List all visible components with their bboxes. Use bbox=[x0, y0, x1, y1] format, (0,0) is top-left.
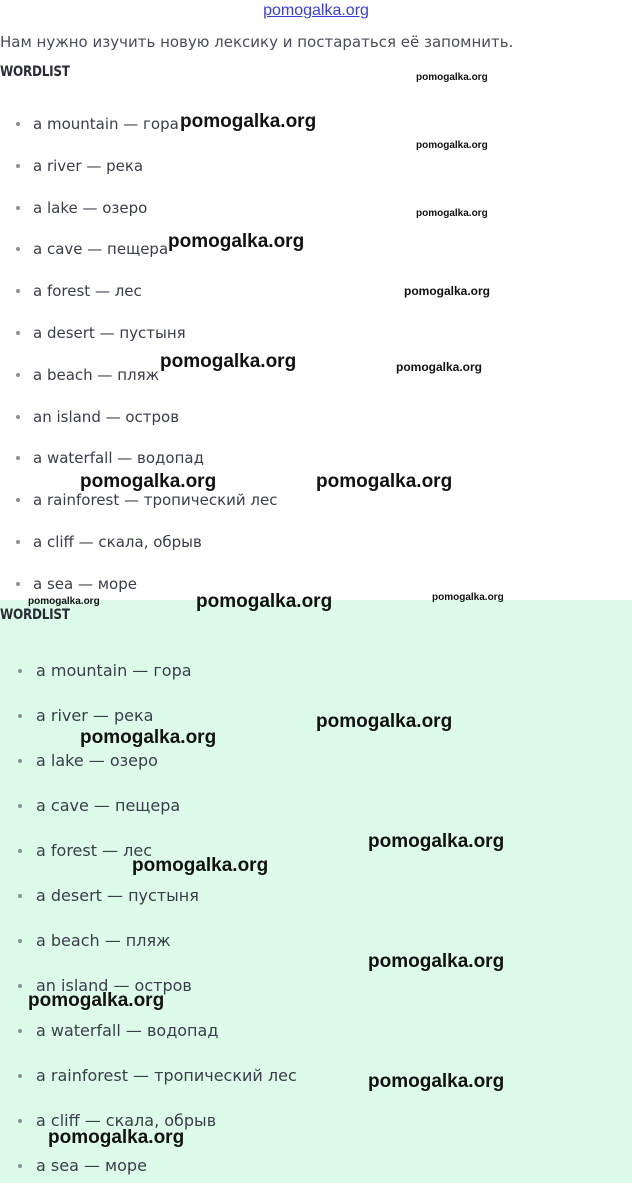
word-pair: a forest — лес bbox=[33, 282, 142, 301]
word-pair: a mountain — гора bbox=[36, 661, 192, 680]
word-pair: a rainforest — тропический лес bbox=[33, 491, 278, 510]
watermark: pomogalka.org bbox=[368, 831, 505, 852]
word-pair: a cave — пещера bbox=[36, 796, 181, 815]
watermark: pomogalka.org bbox=[416, 208, 488, 219]
bullet-icon bbox=[18, 669, 22, 673]
watermark: pomogalka.org bbox=[28, 596, 100, 607]
watermark: pomogalka.org bbox=[48, 1127, 185, 1148]
word-pair: a waterfall — водопад bbox=[36, 1021, 219, 1040]
bullet-icon bbox=[16, 247, 20, 251]
bullet-icon bbox=[18, 939, 22, 943]
watermark: pomogalka.org bbox=[28, 990, 165, 1011]
wordlist-heading-bottom: WORDLIST bbox=[0, 607, 70, 623]
word-pair: a sea — море bbox=[33, 574, 137, 593]
word-pair: a beach — пляж bbox=[33, 365, 160, 384]
watermark: pomogalka.org bbox=[132, 855, 269, 876]
word-pair: a forest — лес bbox=[36, 841, 153, 860]
word-pair: a rainforest — тропический лес bbox=[36, 1066, 297, 1085]
watermark: pomogalka.org bbox=[80, 727, 217, 748]
list-item bbox=[0, 883, 297, 928]
word-pair: a cave — пещера bbox=[33, 240, 169, 259]
bullet-icon bbox=[16, 164, 20, 168]
word-pair: an island — остров bbox=[36, 976, 192, 995]
watermark: pomogalka.org bbox=[396, 360, 483, 374]
watermark: pomogalka.org bbox=[316, 471, 453, 492]
watermark: pomogalka.org bbox=[196, 591, 333, 612]
word-pair: an island — остров bbox=[33, 407, 180, 426]
watermark: pomogalka.org bbox=[416, 72, 488, 83]
list-item bbox=[0, 1153, 297, 1198]
wordlist-heading-top: WORDLIST bbox=[0, 64, 70, 80]
watermark: pomogalka.org bbox=[432, 592, 504, 603]
bullet-icon bbox=[16, 373, 20, 377]
bullet-icon bbox=[18, 759, 22, 763]
bullet-icon bbox=[18, 1164, 22, 1168]
bullet-icon bbox=[16, 582, 20, 586]
word-pair: a lake — озеро bbox=[36, 751, 158, 770]
bullet-icon bbox=[16, 289, 20, 293]
list-item bbox=[0, 928, 297, 973]
bullet-icon bbox=[16, 206, 20, 210]
list-item bbox=[0, 1018, 297, 1063]
bullet-icon bbox=[16, 415, 20, 419]
word-pair: a cliff — скала, обрыв bbox=[33, 532, 202, 551]
list-item bbox=[0, 748, 297, 793]
bullet-icon bbox=[16, 540, 20, 544]
bullet-icon bbox=[18, 1119, 22, 1123]
list-item bbox=[0, 530, 277, 572]
bullet-icon bbox=[18, 1074, 22, 1078]
list-item bbox=[0, 279, 277, 321]
intro-text: Нам нужно изучить новую лексику и постараться её запомнить. bbox=[0, 33, 514, 51]
word-pair: a river — река bbox=[33, 156, 144, 175]
list-item bbox=[0, 488, 277, 530]
word-pair: a waterfall — водопад bbox=[33, 449, 204, 468]
bullet-icon bbox=[18, 714, 22, 718]
word-pair: a beach — пляж bbox=[36, 931, 171, 950]
bullet-icon bbox=[18, 804, 22, 808]
watermark: pomogalka.org bbox=[168, 231, 305, 252]
bullet-icon bbox=[16, 331, 20, 335]
bullet-icon bbox=[18, 984, 22, 988]
list-item bbox=[0, 1063, 297, 1108]
watermark: pomogalka.org bbox=[160, 351, 297, 372]
list-item bbox=[0, 793, 297, 838]
watermark: pomogalka.org bbox=[416, 140, 488, 151]
word-pair: a desert — пустыня bbox=[36, 886, 199, 905]
site-link[interactable]: pomogalka.org bbox=[263, 2, 369, 19]
bullet-icon bbox=[18, 849, 22, 853]
watermark: pomogalka.org bbox=[368, 951, 505, 972]
word-pair: a sea — море bbox=[36, 1156, 147, 1175]
bullet-icon bbox=[16, 122, 20, 126]
word-pair: a cliff — скала, обрыв bbox=[36, 1111, 217, 1130]
watermark: pomogalka.org bbox=[80, 471, 217, 492]
word-pair: a desert — пустыня bbox=[33, 323, 186, 342]
bullet-icon bbox=[18, 894, 22, 898]
bullet-icon bbox=[16, 498, 20, 502]
word-pair: a river — река bbox=[36, 706, 154, 725]
watermark: pomogalka.org bbox=[368, 1071, 505, 1092]
bullet-icon bbox=[16, 456, 20, 460]
list-item bbox=[0, 154, 277, 196]
list-item bbox=[0, 658, 297, 703]
bullet-icon bbox=[18, 1029, 22, 1033]
watermark: pomogalka.org bbox=[180, 111, 317, 132]
watermark: pomogalka.org bbox=[404, 284, 491, 298]
word-pair: a mountain — гора bbox=[33, 115, 179, 133]
list-item bbox=[0, 405, 277, 447]
watermark: pomogalka.org bbox=[316, 711, 453, 732]
word-pair: a lake — озеро bbox=[33, 198, 148, 217]
